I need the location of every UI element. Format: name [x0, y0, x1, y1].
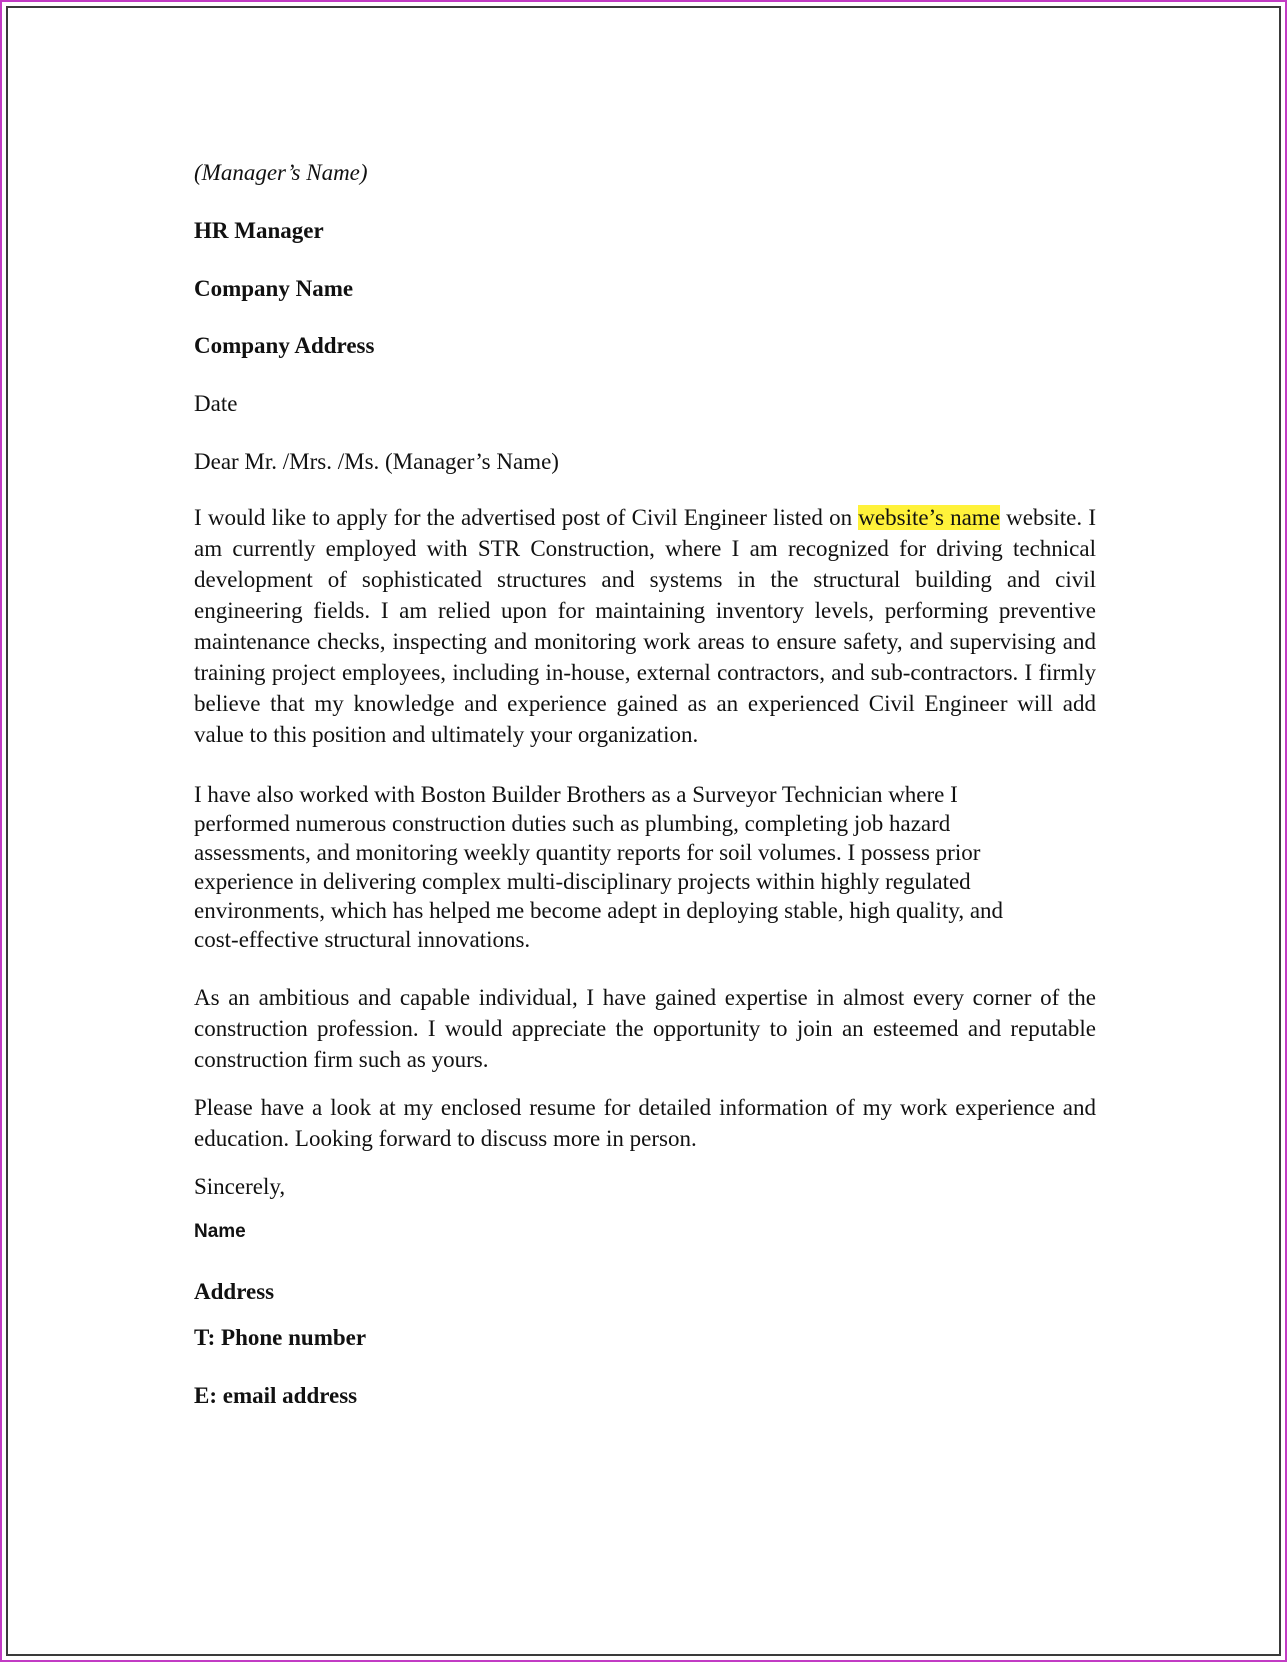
signature-address: Address — [194, 1279, 275, 1304]
paragraph-2-line: performed numerous construction duties such as plumbing, completing job hazard — [194, 811, 951, 836]
company-address: Company Address — [194, 333, 375, 358]
paragraph-2-line: I have also worked with Boston Builder Brothers as a Surveyor Technician where I — [194, 782, 958, 807]
paragraph-2-line: cost-effective structural innovations. — [194, 927, 531, 952]
signature-name: Name — [194, 1221, 246, 1242]
signature-email: E: email address — [194, 1383, 358, 1408]
paragraph-1 — [194, 502, 1096, 750]
paragraph-2-line: environments, which has helped me become adept in deploying stable, high quality, and — [194, 898, 1004, 923]
managers-name: (Manager’s Name) — [194, 160, 368, 185]
date: Date — [194, 391, 238, 416]
hr-manager: HR Manager — [194, 218, 324, 243]
company-name: Company Name — [194, 276, 354, 301]
paragraph-4: Please have a look at my enclosed resume for detailed information of my work experience and education. Looking forward to discuss more in person. — [194, 1095, 1096, 1151]
paragraph-1-start: I would like to apply for the advertised post of Civil Engineer listed on — [194, 505, 859, 530]
paragraph-2-line: experience in delivering complex multi-disciplinary projects within highly regulated — [194, 869, 971, 894]
paragraph-3: As an ambitious and capable individual, I have gained expertise in almost every corner of the construction profession. I would appreciate the opportunity to join an esteemed and reputable construction firm such as yours. — [194, 985, 1096, 1072]
signature-phone: T: Phone number — [194, 1325, 367, 1350]
paragraph-1-rest: website. I am currently employed with STR Construction, where I am recognized for driving technical development of sophisticated structures and systems in the structural building and civil engineering fields. I am relied upon for maintaining inventory levels, performing preventive maintenance checks, inspecting and monitoring work areas to ensure safety, and supervising and training project employees, including in-house, external contractors, and sub-contractors. I firmly believe that my knowledge and experience gained as an experienced Civil Engineer will add value to this position and ultimately your organization. — [194, 505, 1096, 747]
paragraph-2 — [194, 780, 1096, 954]
salutation: Dear Mr. /Mrs. /Ms. (Manager’s Name) — [194, 449, 559, 474]
letter-body — [194, 157, 1096, 1411]
paragraph-2-line: assessments, and monitoring weekly quantity reports for soil volumes. I possess prior — [194, 840, 981, 865]
closing: Sincerely, — [194, 1174, 286, 1199]
website-name-highlight: website’s name — [858, 505, 1000, 530]
